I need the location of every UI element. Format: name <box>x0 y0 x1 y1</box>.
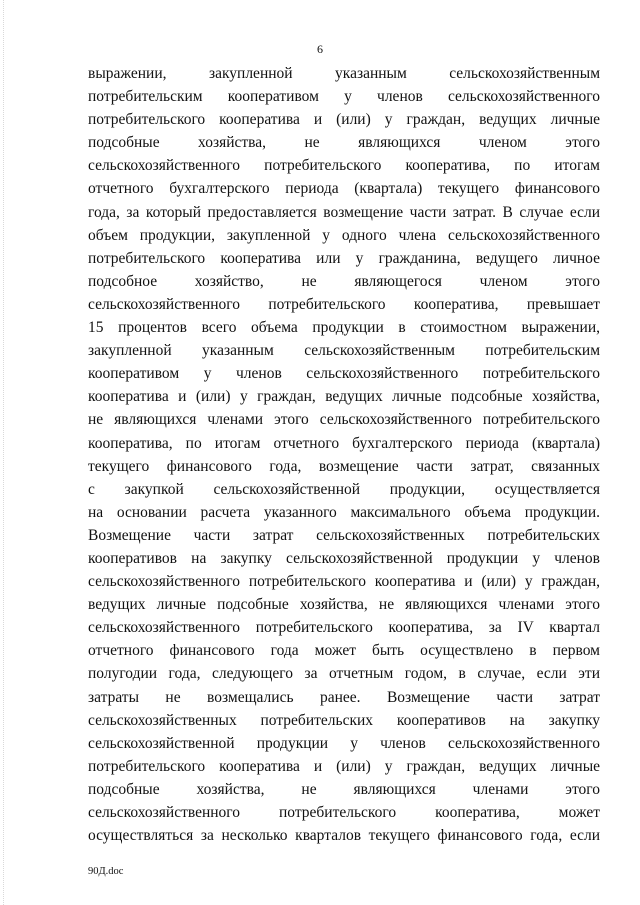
text-line: выражении, закупленной указанным сельскохозяйственным <box>88 65 600 82</box>
text-line: сельскохозяйственного потребительского кооператива, может <box>88 804 600 821</box>
text-line: подсобные хозяйства, не являющихся членом этого <box>88 134 600 152</box>
text-line: на основании расчета указанного максимального объема продукции. <box>88 503 600 521</box>
text-line: ведущих личные подсобные хозяйства, не являющихся членами этого <box>88 596 600 614</box>
text-line: осуществляться за несколько кварталов текущего финансового года, если <box>88 827 600 845</box>
text-line: сельскохозяйственных потребительских кооперативов на закупку <box>88 711 600 729</box>
text-line: полугодии года, следующего за отчетным годом, в случае, если эти <box>88 665 600 683</box>
text-line: не являющихся членами этого сельскохозяйственного потребительского <box>88 411 600 429</box>
text-line: потребительским кооперативом у членов сельскохозяйственного <box>88 88 600 106</box>
text-line: потребительского кооператива и (или) у граждан, ведущих личные <box>88 757 600 775</box>
scan-margin-dots <box>3 0 5 905</box>
text-line: сельскохозяйственного потребительского кооператива, за IV квартал <box>88 619 600 637</box>
text-line: 15 процентов всего объема продукции в стоимостном выражении, <box>88 319 600 337</box>
text-line: с закупкой сельскохозяйственной продукции, осуществляется <box>88 480 600 498</box>
text-line: года, за который предоставляется возмещение части затрат. В случае если <box>88 203 600 221</box>
footer-filename: 90Д.doc <box>88 866 124 877</box>
text-line: отчетного бухгалтерского периода (квартала) текущего финансового <box>88 180 600 198</box>
text-line: подсобные хозяйства, не являющихся членами этого <box>88 780 600 798</box>
text-line: кооперативом у членов сельскохозяйственного потребительского <box>88 365 600 383</box>
text-line: сельскохозяйственной продукции у членов сельскохозяйственного <box>88 734 600 752</box>
text-line: подсобное хозяйство, не являющегося членом этого <box>88 272 600 290</box>
text-line: кооперативов на закупку сельскохозяйственной продукции у членов <box>88 549 600 567</box>
page-number: 6 <box>317 42 323 56</box>
text-line: затраты не возмещались ранее. Возмещение части затрат <box>88 688 600 706</box>
text-line: потребительского кооператива или у гражданина, ведущего личное <box>88 249 600 267</box>
text-line: текущего финансового года, возмещение части затрат, связанных <box>88 457 600 475</box>
text-line: кооператива и (или) у граждан, ведущих личные подсобные хозяйства, <box>88 388 600 406</box>
body-paragraph <box>88 62 600 847</box>
text-line: сельскохозяйственного потребительского кооператива и (или) у граждан, <box>88 573 600 591</box>
text-line: закупленной указанным сельскохозяйственным потребительским <box>88 342 600 360</box>
text-line: потребительского кооператива и (или) у граждан, ведущих личные <box>88 111 600 129</box>
text-line: Возмещение части затрат сельскохозяйственных потребительских <box>88 526 600 544</box>
text-line: кооператива, по итогам отчетного бухгалтерского периода (квартала) <box>88 434 600 452</box>
text-line: сельскохозяйственного потребительского кооператива, превышает <box>88 295 600 313</box>
text-line: отчетного финансового года может быть осуществлено в первом <box>88 642 600 660</box>
text-line: сельскохозяйственного потребительского кооператива, по итогам <box>88 157 600 175</box>
text-line: объем продукции, закупленной у одного члена сельскохозяйственного <box>88 226 600 244</box>
